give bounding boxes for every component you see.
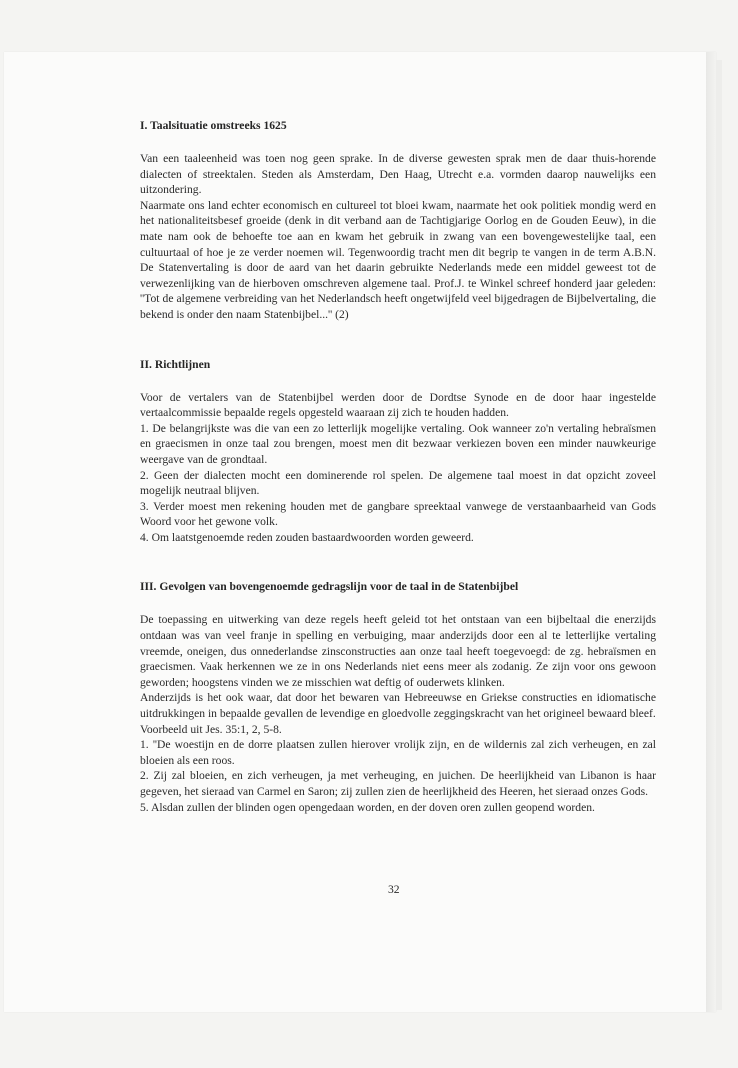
section-heading-2: II. Richtlijnen <box>140 357 211 371</box>
paragraph: Voor de vertalers van de Statenbijbel werden door de Dordtse Synode en de door haar ingestelde vertaalcommissie bepaalde regels opgesteld waaraan zij zich te houden hadden. <box>140 390 656 420</box>
quote-verse: 1. ''De woestijn en de dorre plaatsen zullen hierover vrolijk zijn, en de wildernis zal zich verheugen, en zal bloeien als een roos. <box>140 738 656 767</box>
section-heading-3: III. Gevolgen van bovengenoemde gedragslijn voor de taal in de Statenbijbel <box>140 580 519 594</box>
quote-verse: 2. Zij zal bloeien, en zich verheugen, ja met verheuging, en juichen. De heerlijkheid van Libanon is haar gegeven, het sieraad van Carmel en Saron; zij zullen zien de heerlijkheid des Heeren, het sieraad onzes Gods. <box>140 769 656 798</box>
list-item: 4. Om laatstgenoemde reden zouden bastaardwoorden worden geweerd. <box>140 530 474 544</box>
paragraph: Anderzijds is het ook waar, dat door het bewaren van Hebreeuwse en Griekse constructies en idiomatische uitdrukkingen in bepaalde gevallen de levendige en gloedvolle zeggingskracht van het origineel bewaard bleef. <box>140 691 656 721</box>
quote-verse: 5. Alsdan zullen der blinden ogen opengedaan worden, en der doven oren zullen geopend worden. <box>140 800 595 814</box>
paragraph: Van een taaleenheid was toen nog geen sprake. In de diverse gewesten sprak men de daar thuis-horende dialecten of streektalen. Steden als Amsterdam, Den Haag, Utrecht e.a. vormden daarop nauwelijks een uitzondering. <box>140 152 656 197</box>
list-item: 3. Verder moest men rekening houden met de gangbare spreektaal vanwege de verstaanbaarheid van Gods Woord voor het gewone volk. <box>140 499 656 529</box>
page-edge-shadow <box>706 52 716 1012</box>
page-edge-back <box>716 60 722 1010</box>
page-number: 32 <box>388 883 400 896</box>
paragraph: Naarmate ons land echter economisch en cultureel tot bloei kwam, naarmate het ook politiek mondig werd en het nationaliteitsbesef groeide (denk in dit verband aan de Tachtigjarige Oorlog en de Gouden Eeuw), in die mate nam ook de behoefte toe aan en kwam het gebruik in zwang van een bovengewestelijke taal, een cultuurtaal of hoe je ze verder noemen wil. Tegenwoordig tracht men dit begrip te vangen in de term A.B.N. De Statenvertaling is door de aard van het daarin gebruikte Nederlands mede een middel geweest tot de verwezenlijking van de hierboven omschreven algemene taal. Prof.J. te Winkel schreef honderd jaar geleden: ''Tot de algemene verbreiding van het Nederlandsch heeft ongetwijfeld veel bijgedragen de Bijbelvertaling, die bekend is onder den naam Statenbijbel...'' (2) <box>140 198 656 321</box>
list-item: 1. De belangrijkste was die van een zo letterlijk mogelijke vertaling. Ook wanneer zo'n vertaling hebraïsmen en graecismen in onze taal zou brengen, moest men dit bezwaar verkiezen boven een minder nauwkeurige weergave van de grondtaal. <box>140 421 656 466</box>
paragraph: De toepassing en uitwerking van deze regels heeft geleid tot het ontstaan van een bijbeltaal die enerzijds ontdaan was van veel franje in spelling en verbuiging, maar anderzijds door een al te letterlijke vertaling vreemde, oneigen, dus onnederlandse zinsconstructies aan onze taal heeft toegevoegd: de zg. hebraïsmen en graecismen. Vaak herkennen we ze in ons Nederlands niet eens meer als zodanig. Ze zijn voor ons gewoon geworden; hoogstens vinden we ze misschien wat deftig of ouderwets klinken. <box>140 613 656 689</box>
section-heading-1: I. Taalsituatie omstreeks 1625 <box>140 119 287 132</box>
paragraph: Voorbeeld uit Jes. 35:1, 2, 5-8. <box>140 722 282 736</box>
list-item: 2. Geen der dialecten mocht een dominerende rol spelen. De algemene taal moest in dat opzicht zoveel mogelijk neutraal blijven. <box>140 468 656 498</box>
page-content <box>140 118 656 815</box>
